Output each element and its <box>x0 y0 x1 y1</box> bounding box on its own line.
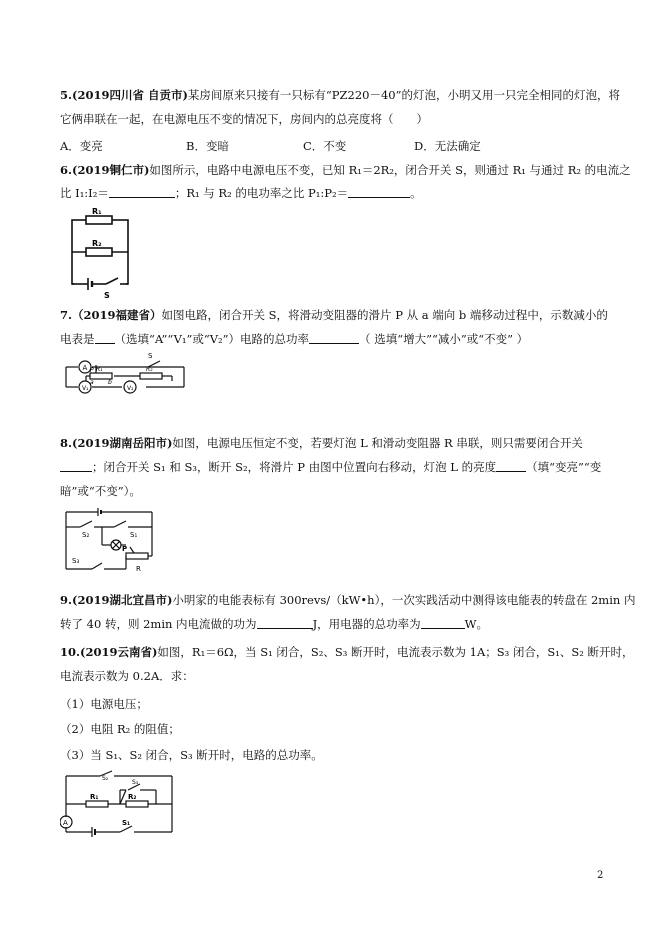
q8-s3-label: S₃ <box>72 557 80 565</box>
q7-blank-2[interactable] <box>309 331 359 344</box>
q6-source: 铜仁市) <box>109 163 150 177</box>
q6-label: 6.(2019 <box>60 163 110 177</box>
q7-v1-label: V₁ <box>82 385 89 392</box>
q7-line1 <box>60 307 608 323</box>
q8-s2-label: S₂ <box>82 531 90 539</box>
q7-v2-label: V₂ <box>127 385 134 392</box>
q6-label-r2: R₂ <box>92 239 102 248</box>
q7-end-b-label: b <box>108 379 112 386</box>
q10-item-1: （1）电源电压； <box>60 697 148 711</box>
q6-circuit-diagram <box>66 208 136 300</box>
q8-s1-label: S₁ <box>130 531 138 539</box>
q5-label: 5.(2019 <box>60 88 110 102</box>
q6-blank-2[interactable] <box>348 185 410 198</box>
q7-text2b: （选填“A”“V₁”或“V₂”）电路的总功率 <box>114 332 310 346</box>
q8-p-label: P <box>122 545 128 553</box>
q7-end-a-label: a <box>90 379 94 386</box>
q10-s1-label: S₁ <box>122 819 131 827</box>
q8-blank-2[interactable] <box>496 459 526 472</box>
q7-text2a: 电表是 <box>60 332 95 346</box>
q8-line1 <box>60 435 583 451</box>
q5-option-a: A．变亮 <box>60 139 103 153</box>
q7-slider-label: P <box>90 367 94 374</box>
q9-blank-1[interactable] <box>257 616 313 629</box>
q9-text2b: J，用电器的总功率为 <box>312 617 421 631</box>
q8-text2a: ；闭合开关 S₁ 和 S₃，断开 S₂，将滑片 P 由图中位置向右移动，灯泡 L 的亮度 <box>92 460 497 474</box>
q5-option-c: C．不变 <box>303 139 347 153</box>
q9-line1 <box>60 592 635 608</box>
q10-item-2: （2）电阻 R₂ 的阻值； <box>60 722 180 736</box>
q10-r2-label: R₂ <box>128 793 137 801</box>
q6-text1: 如图所示，电路中电源电压不变，已知 R₁＝2R₂，闭合开关 S，则通过 R₁ 与通过 R₂ 的电流之 <box>149 163 631 177</box>
q10-s2-label: S₂ <box>102 775 109 782</box>
q9-label: 9.(2019 <box>60 593 110 607</box>
q10-item-3: （3）当 S₁、S₂ 闭合，S₃ 断开时，电路的总功率。 <box>60 748 323 762</box>
q7-label: 7.（2019 <box>60 308 116 322</box>
q8-text1: 如图，电源电压恒定不变，若要灯泡 L 和滑动变阻器 R 串联，则只需要闭合开关 <box>172 436 583 450</box>
q7-text2c: （ 选填“增大”“减小”或“不变” ） <box>359 332 529 346</box>
q9-source: 湖北宜昌市) <box>109 593 173 607</box>
q9-text1: 小明家的电能表标有 300revs/（kW•h），一次实践活动中测得该电能表的转盘在 2min 内 <box>172 593 636 607</box>
q7-text1: 如图电路，闭合开关 S，将滑动变阻器的滑片 P 从 a 端向 b 端移动过程中，示数减小的 <box>161 308 608 322</box>
q8-label: 8.(2019 <box>60 436 110 450</box>
q5-line1 <box>60 87 620 103</box>
q7-r1-label: R₁ <box>96 366 103 373</box>
q7-blank-1[interactable] <box>95 331 115 344</box>
q8-circuit-diagram <box>62 507 156 575</box>
q5-source: 四川省 自贡市) <box>109 88 188 102</box>
q6-text2b: ；R₁ 与 R₂ 的电功率之比 P₁:P₂＝ <box>174 186 349 200</box>
q5-text1: 某房间原来只接有一只标有“PZ220－40”的灯泡，小明又用一只完全相同的灯泡，将 <box>187 88 620 102</box>
q7-line2 <box>60 331 528 347</box>
q9-blank-2[interactable] <box>421 616 465 629</box>
q6-text2c: 。 <box>410 186 422 200</box>
q9-text2c: W。 <box>464 617 488 631</box>
q10-line1 <box>60 644 634 660</box>
q7-switch-label: S <box>148 352 153 360</box>
q9-text2a: 转了 40 转，则 2min 内电流做的功为 <box>60 617 257 631</box>
q10-text1: 如图，R₁＝6Ω，当 S₁ 闭合，S₂、S₃ 断开时，电流表示数为 1A；S₃ 闭合，S₁、S₂ 断开时， <box>157 645 634 659</box>
page-number: 2 <box>597 870 604 881</box>
q10-r1-label: R₁ <box>90 793 99 801</box>
q8-text2b: （填“变亮”“变 <box>526 460 602 474</box>
q6-blank-1[interactable] <box>109 185 175 198</box>
q5-line2: 它俩串联在一起，在电源电压不变的情况下，房间内的总亮度将（ ） <box>60 112 428 126</box>
q7-r2-label: R₂ <box>146 366 153 373</box>
q8-line3: 暗”或“不变”）。 <box>60 484 141 498</box>
q8-blank-1[interactable] <box>60 459 92 472</box>
q5-option-b: B．变暗 <box>186 139 229 153</box>
q10-s3-label: S₃ <box>132 779 139 786</box>
q8-r-label: R <box>136 565 141 573</box>
q10-label: 10.(2019 <box>60 645 118 659</box>
q6-line2 <box>60 185 422 201</box>
q10-ammeter-label: A <box>63 819 68 827</box>
q6-text2a: 比 I₁:I₂＝ <box>60 186 109 200</box>
q6-label-r1: R₁ <box>92 208 102 216</box>
q7-ammeter-label: A <box>82 364 88 372</box>
q10-source: 云南省) <box>117 645 158 659</box>
q10-circuit-diagram <box>60 770 176 838</box>
q7-circuit-diagram <box>62 351 188 401</box>
q6-label-s: S <box>104 291 110 300</box>
q8-line2 <box>60 459 601 475</box>
q5-option-d: D．无法确定 <box>414 139 481 153</box>
q9-line2 <box>60 616 488 632</box>
q10-line2: 电流表示数为 0.2A．求： <box>60 669 194 683</box>
q7-source: 福建省） <box>115 308 162 322</box>
q8-source: 湖南岳阳市) <box>109 436 173 450</box>
q6-line1 <box>60 162 631 178</box>
